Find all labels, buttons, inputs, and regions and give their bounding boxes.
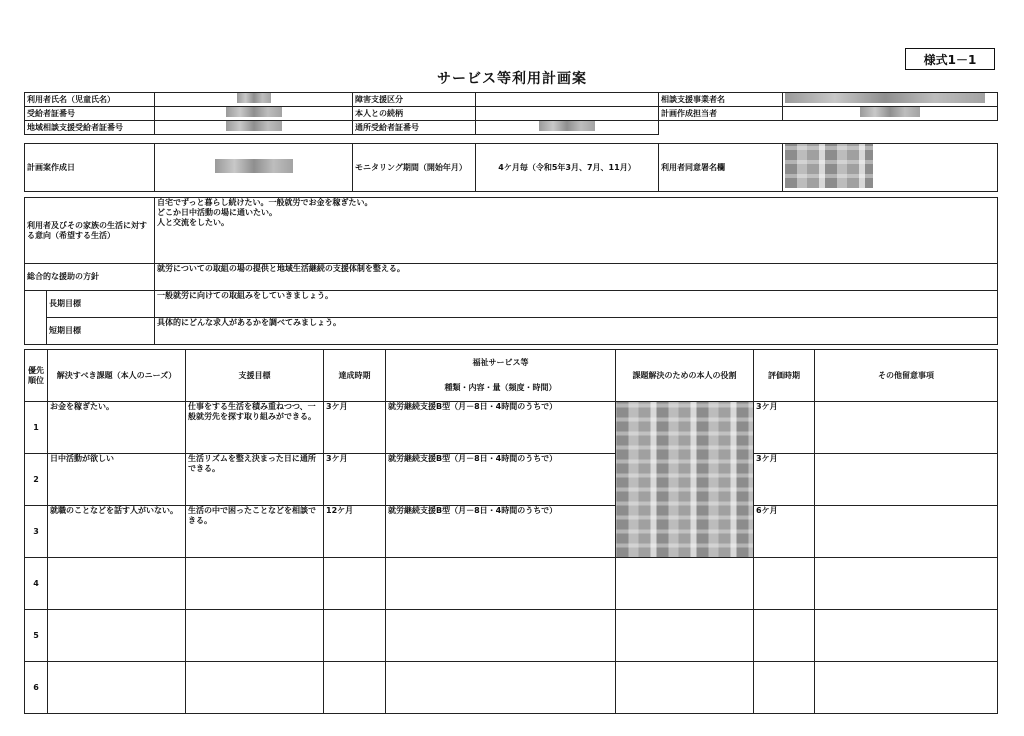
row-other: [815, 558, 998, 610]
table-row: [25, 610, 998, 662]
support-table: [24, 349, 998, 714]
wishes-label: 利用者及びその家族の生活に対する意向（希望する生活）: [25, 198, 155, 264]
disability-value: [476, 93, 659, 107]
form-id-badge: 様式1－1: [905, 48, 995, 70]
redacted-cert-number: [226, 107, 282, 117]
row-issue: [48, 662, 186, 714]
row-issue: 日中活動が欲しい: [48, 454, 186, 506]
user-name-label: 利用者氏名（児童氏名）: [25, 93, 155, 107]
planner-label: 計画作成担当者: [659, 107, 783, 121]
office-value: [783, 93, 998, 107]
table-row: [25, 454, 998, 506]
regional-cert-label: 地域相談支援受給者証番号: [25, 121, 155, 135]
office-label: 相談支援事業者名: [659, 93, 783, 107]
row-eval: [754, 558, 815, 610]
cert-value: [155, 107, 353, 121]
row-period: 3ケ月: [324, 454, 386, 506]
redacted-daycare-cert: [539, 121, 595, 131]
long-goal-value: 一般就労に向けての取組みをしていきましょう。: [155, 291, 998, 318]
consent-value: [783, 144, 998, 192]
row-service: [386, 662, 616, 714]
row-issue: [48, 558, 186, 610]
policy-table: [24, 197, 998, 345]
row-eval: 6ケ月: [754, 506, 815, 558]
goal-header: 支援目標: [186, 350, 324, 402]
row-issue: 就職のことなどを話す人がいない。: [48, 506, 186, 558]
issue-header: 解決すべき課題（本人のニーズ）: [48, 350, 186, 402]
row-other: [815, 662, 998, 714]
row-number: 1: [25, 402, 48, 454]
row-service: 就労継続支援B型（月－8日・4時間のうちで）: [386, 506, 616, 558]
redacted-signature: [785, 144, 873, 188]
period-header: 達成時期: [324, 350, 386, 402]
row-service: 就労継続支援B型（月－8日・4時間のうちで）: [386, 454, 616, 506]
relation-label: 本人との続柄: [353, 107, 476, 121]
monitoring-label: モニタリング期間（開始年月）: [353, 144, 476, 192]
row-eval: [754, 610, 815, 662]
daycare-cert-value: [476, 121, 659, 135]
row-period: [324, 662, 386, 714]
row-eval: [754, 662, 815, 714]
long-goal-label: 長期目標: [47, 291, 155, 318]
row-period: [324, 610, 386, 662]
row-number: 6: [25, 662, 48, 714]
short-goal-value: 具体的にどんな求人があるかを調べてみましょう。: [155, 318, 998, 345]
row-period: [324, 558, 386, 610]
wishes-value: [155, 198, 998, 264]
service-subheader: 種類・内容・量（頻度・時間）: [386, 376, 616, 402]
row-goal: 生活の中で困ったことなどを相談できる。: [186, 506, 324, 558]
service-header: 福祉サービス等: [386, 350, 616, 376]
role-header: 課題解決のための本人の役割: [616, 350, 754, 402]
row-number: 4: [25, 558, 48, 610]
wishes-line: 自宅でずっと暮らし続けたい。一般就労でお金を稼ぎたい。: [157, 198, 373, 207]
regional-cert-value: [155, 121, 353, 135]
eval-header: 評価時期: [754, 350, 815, 402]
row-role: [616, 662, 754, 714]
row-other: [815, 402, 998, 454]
row-role: [616, 610, 754, 662]
row-other: [815, 454, 998, 506]
disability-label: 障害支援区分: [353, 93, 476, 107]
row-period: 12ケ月: [324, 506, 386, 558]
table-row: [25, 402, 998, 454]
short-goal-label: 短期目標: [47, 318, 155, 345]
row-goal: [186, 662, 324, 714]
page-title: サービス等利用計画案: [437, 71, 587, 87]
row-issue: お金を稼ぎたい。: [48, 402, 186, 454]
row-eval: 3ケ月: [754, 402, 815, 454]
redacted-user-name: [237, 93, 271, 103]
consent-label: 利用者同意署名欄: [659, 144, 783, 192]
row-role: [616, 558, 754, 610]
row-eval: 3ケ月: [754, 454, 815, 506]
policy-value: 就労についての取組の場の提供と地域生活継続の支援体制を整える。: [155, 264, 998, 291]
policy-label: 総合的な援助の方針: [25, 264, 155, 291]
priority-header: 優先順位: [25, 350, 48, 402]
row-number: 5: [25, 610, 48, 662]
row-period: 3ケ月: [324, 402, 386, 454]
row-issue: [48, 610, 186, 662]
redacted-planner-name: [860, 107, 920, 117]
row-other: [815, 610, 998, 662]
row-other: [815, 506, 998, 558]
planner-value: [783, 107, 998, 121]
relation-value: [476, 107, 659, 121]
row-service: [386, 558, 616, 610]
plan-info-table: [24, 143, 998, 192]
table-row: [25, 558, 998, 610]
cert-label: 受給者証番号: [25, 107, 155, 121]
row-number: 3: [25, 506, 48, 558]
row-goal: 生活リズムを整え決まった日に通所できる。: [186, 454, 324, 506]
header-table: [24, 92, 998, 135]
table-row: [25, 506, 998, 558]
redacted-role: [616, 402, 754, 558]
wishes-line: どこか日中活動の場に通いたい。: [157, 208, 277, 217]
created-value: [155, 144, 353, 192]
user-name-value: [155, 93, 353, 107]
row-goal: [186, 610, 324, 662]
row-service: 就労継続支援B型（月－8日・4時間のうちで）: [386, 402, 616, 454]
redacted-regional-cert: [226, 121, 282, 131]
redacted-created-date: [215, 159, 293, 173]
row-service: [386, 610, 616, 662]
row-goal: [186, 558, 324, 610]
daycare-cert-label: 通所受給者証番号: [353, 121, 476, 135]
row-goal: 仕事をする生活を積み重ねつつ、一般就労先を探す取り組みができる。: [186, 402, 324, 454]
wishes-line: 人と交流をしたい。: [157, 218, 229, 227]
monitoring-value: 4ケ月毎（令和5年3月、7月、11月）: [476, 144, 659, 192]
table-row: [25, 662, 998, 714]
row-number: 2: [25, 454, 48, 506]
created-label: 計画案作成日: [25, 144, 155, 192]
other-header: その他留意事項: [815, 350, 998, 402]
redacted-office-name: [785, 93, 985, 103]
